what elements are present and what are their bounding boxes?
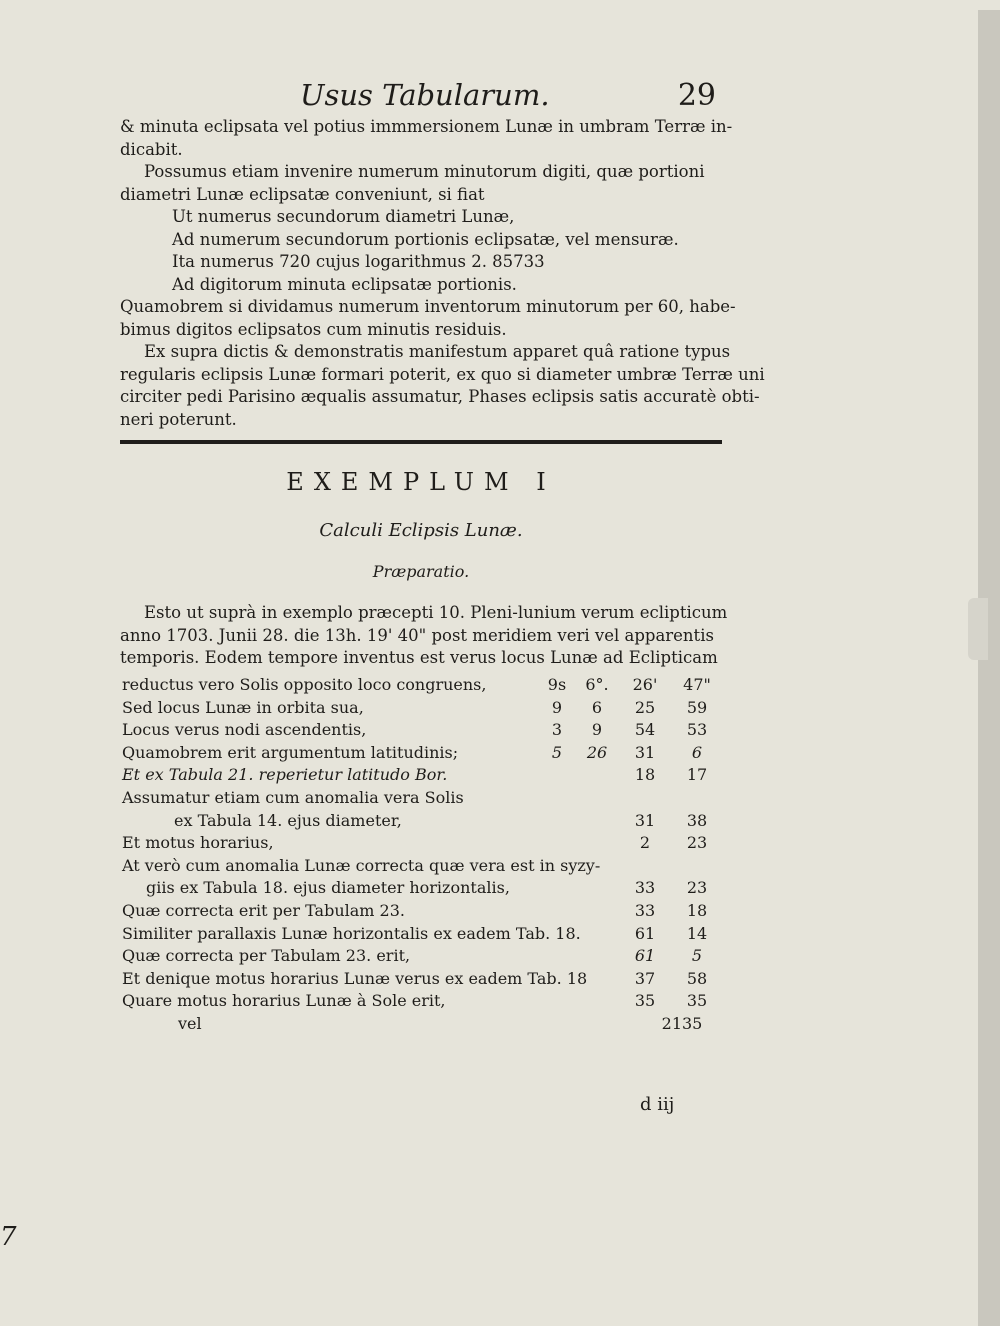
body-text <box>120 116 765 431</box>
value-seconds: 59 <box>686 697 708 717</box>
value-seconds: 23 <box>686 833 708 853</box>
value-seconds: 5 <box>691 946 703 966</box>
text-line: diametri Lunæ eclipsatæ conveniunt, si fiat <box>120 184 485 204</box>
value-seconds: 2135 <box>661 1013 703 1033</box>
section-rule <box>120 440 722 444</box>
running-title: Usus Tabularum. <box>300 78 550 112</box>
row-label: Similiter parallaxis Lunæ horizontalis ex eadem Tab. 18. <box>122 923 581 943</box>
row-label: Quæ correcta erit per Tabulam 23. <box>122 900 405 920</box>
text-line: bimus digitos eclipsatos cum minutis residuis. <box>120 319 507 339</box>
signature-mark: d iij <box>640 1094 675 1115</box>
value-seconds: 14 <box>686 923 708 943</box>
row-label: giis ex Tabula 18. ejus diameter horizontalis, <box>146 878 510 898</box>
row-label: reductus vero Solis opposito loco congruens, <box>122 675 487 694</box>
table-row <box>122 787 742 810</box>
value-signs: 9 <box>551 697 563 717</box>
row-label: ex Tabula 14. ejus diameter, <box>174 810 402 830</box>
row-label: Locus verus nodi ascendentis, <box>122 720 367 740</box>
table-row <box>122 990 742 1013</box>
value-minutes: 26' <box>632 675 658 694</box>
value-seconds: 38 <box>686 810 708 830</box>
row-label: Sed locus Lunæ in orbita sua, <box>122 697 364 717</box>
table-row <box>122 719 742 742</box>
table-row <box>122 810 742 833</box>
row-label: Et ex Tabula 21. reperietur latitudo Bor. <box>122 765 448 785</box>
example-heading: EXEMPLUM I <box>286 468 556 496</box>
value-signs: 9s <box>547 675 567 694</box>
value-minutes: 33 <box>634 900 656 920</box>
value-minutes: 25 <box>634 697 656 717</box>
text-line: Ita numerus 720 cujus logarithmus 2. 85733 <box>172 252 545 271</box>
table-row <box>122 832 742 855</box>
value-minutes: 61 <box>634 923 656 943</box>
intro-line: temporis. Eodem tempore inventus est verus locus Lunæ ad Eclipticam <box>120 648 718 667</box>
text-line: Ut numerus secundorum diametri Lunæ, <box>172 207 515 226</box>
table-row <box>122 1013 742 1036</box>
value-degrees: 6°. <box>585 675 609 694</box>
value-minutes: 61 <box>634 946 656 966</box>
table-row <box>122 742 742 765</box>
text-line: Ad digitorum minuta eclipsatæ portionis. <box>172 274 517 294</box>
value-seconds: 6 <box>691 742 703 762</box>
value-minutes: 18 <box>634 765 656 785</box>
value-minutes: 31 <box>634 810 656 830</box>
text-line: circiter pedi Parisino æqualis assumatur, Phases eclipsis satis accuratè obti- <box>120 387 760 406</box>
value-seconds: 23 <box>686 878 708 898</box>
value-signs: 5 <box>551 742 563 762</box>
table-row <box>122 945 742 968</box>
value-seconds: 58 <box>686 968 708 988</box>
table-row <box>122 900 742 923</box>
value-degrees: 9 <box>591 720 603 740</box>
table-row <box>122 674 742 697</box>
example-intro <box>120 602 730 670</box>
running-header <box>120 78 722 114</box>
text-line: Ex supra dictis & demonstratis manifestum apparet quâ ratione typus <box>144 342 731 361</box>
text-line: & minuta eclipsata vel potius immmersionem Lunæ in umbram Terræ in- <box>120 117 733 136</box>
text-line: regularis eclipsis Lunæ formari poterit, ex quo si diameter umbræ Terræ uni <box>120 364 765 384</box>
values-table <box>122 674 742 1036</box>
text-line: dicabit. <box>120 139 183 159</box>
text-line: Quamobrem si dividamus numerum inventorum minutorum per 60, habe- <box>120 297 736 316</box>
table-row <box>122 968 742 991</box>
row-label: Quare motus horarius Lunæ à Sole erit, <box>122 991 446 1011</box>
example-subheading: Calculi Eclipsis Lunæ. <box>319 520 523 541</box>
row-label: Quæ correcta per Tabulam 23. erit, <box>122 946 411 966</box>
row-label: At verò cum anomalia Lunæ correcta quæ vera est in syzy- <box>122 855 601 875</box>
page-number: 29 <box>677 78 716 113</box>
table-row <box>122 764 742 787</box>
text-line: Possumus etiam invenire numerum minutorum digiti, quæ portioni <box>144 162 705 181</box>
page-edge <box>978 10 1000 1326</box>
table-row <box>122 855 742 878</box>
text-line: Ad numerum secundorum portionis eclipsatæ, vel mensuræ. <box>172 229 679 249</box>
table-row <box>122 923 742 946</box>
value-minutes: 37 <box>634 968 656 988</box>
value-degrees: 6 <box>591 697 603 717</box>
value-seconds: 18 <box>686 900 708 920</box>
table-row <box>122 877 742 900</box>
value-minutes: 2 <box>639 833 651 853</box>
value-minutes: 33 <box>634 878 656 898</box>
value-minutes: 35 <box>634 991 656 1011</box>
row-label: vel <box>178 1013 202 1033</box>
row-label: Quamobrem erit argumentum latitudinis; <box>122 742 459 762</box>
value-seconds: 17 <box>686 765 708 785</box>
value-seconds: 53 <box>686 720 708 740</box>
row-label: Assumatur etiam cum anomalia vera Solis <box>122 787 464 807</box>
value-seconds: 47" <box>683 675 711 694</box>
margin-mark: 7 <box>0 1222 17 1252</box>
text-line: neri poterunt. <box>120 409 237 429</box>
value-seconds: 35 <box>686 991 708 1011</box>
page-tab <box>968 598 988 660</box>
intro-line: Esto ut suprà in exemplo præcepti 10. Pleni-lunium verum eclipticum <box>144 603 728 622</box>
intro-line: anno 1703. Junii 28. die 13h. 19' 40" post meridiem veri vel apparentis <box>120 625 714 645</box>
row-label: Et motus horarius, <box>122 833 274 853</box>
value-signs: 3 <box>551 720 563 740</box>
row-label: Et denique motus horarius Lunæ verus ex eadem Tab. 18 <box>122 968 588 988</box>
value-minutes: 54 <box>634 720 656 740</box>
value-minutes: 31 <box>634 742 656 762</box>
table-row <box>122 697 742 720</box>
value-degrees: 26 <box>586 742 608 762</box>
preparation-heading: Præparatio. <box>372 562 470 581</box>
